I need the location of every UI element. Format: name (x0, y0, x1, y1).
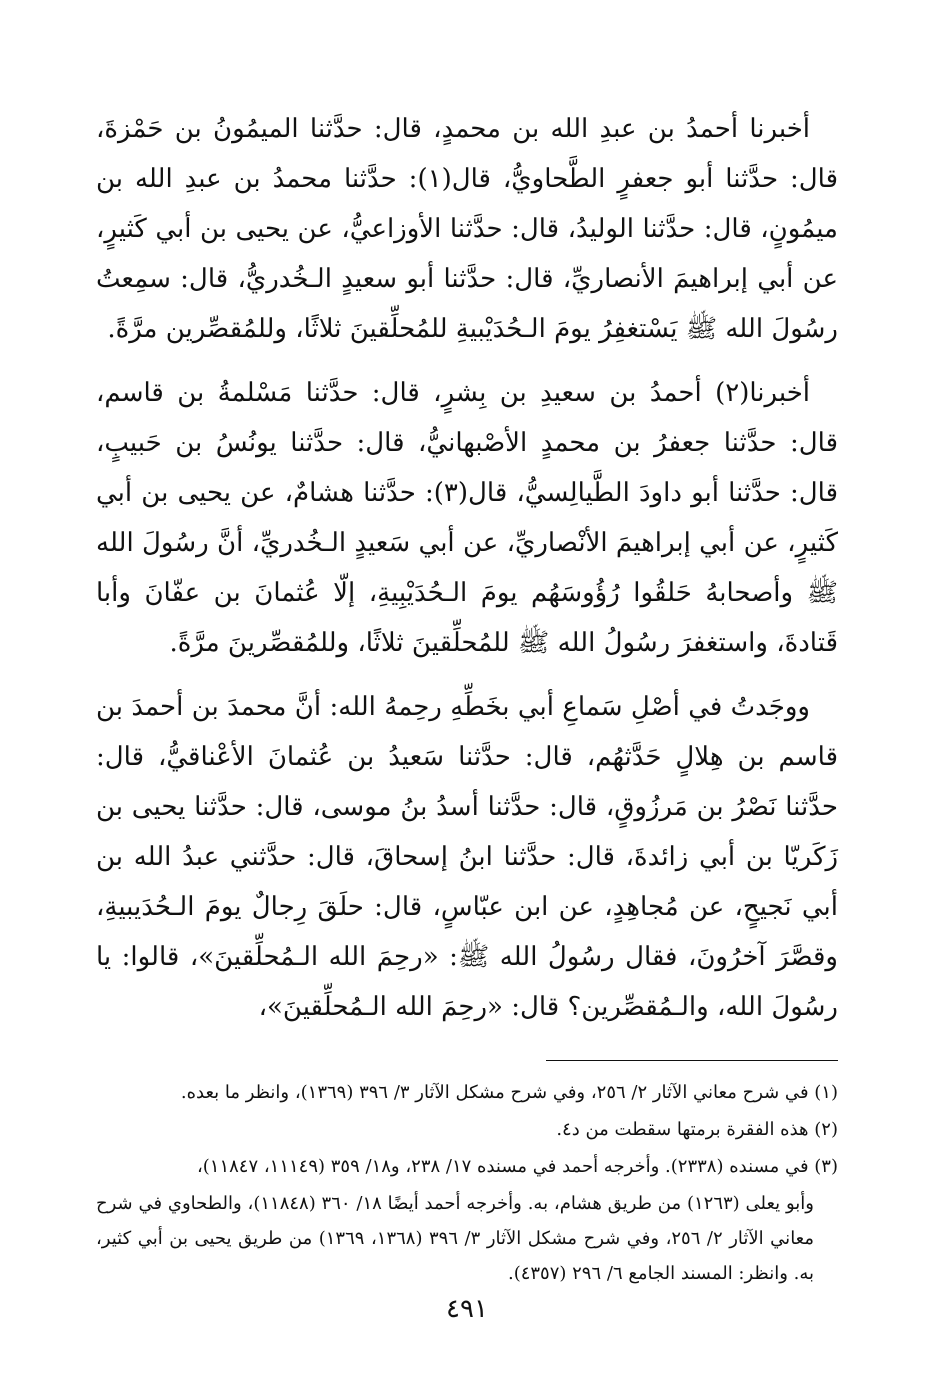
book-page (96, 104, 838, 1377)
footnotes (96, 1075, 838, 1291)
footnote-3: (٣) في مسنده (٢٣٣٨). وأخرجه أحمد في مسنده ١٧/ ٢٣٨، و١٨/ ٣٥٩ (١١١٤٩، ١١٨٤٧)، (196, 1156, 838, 1177)
paragraph-2: أخبرنا(٢) أحمدُ بن سعيدِ بن بِشرٍ، قال: حدَّثنا مَسْلمةُ بن قاسم، قال: حدَّثنا جعفرُ بن محمدٍ الأصْبهانيُّ، قال: حدَّثنا يونُسُ بن حَبيبٍ، قال: حدَّثنا أبو داودَ الطَّيالِسيُّ، قال(٣): حدَّثنا هشامٌ، عن يحيى بن أبي كَثيرٍ، عن أبي إبراهيمَ الأنْصاريِّ، عن أبي سَعيدٍ الـخُدريِّ، أنَّ رسُولَ الله ﷺ وأصحابهُ حَلقُوا رُؤُوسَهُم يومَ الـحُدَيْبِيةِ، إلّا عُثمانَ بن عفّانَ وأبا قَتادةَ، واستغفرَ رسُولُ الله ﷺ للمُحلِّقينَ ثلاثًا، وللمُقصِّرينَ مرَّةً. (96, 378, 838, 658)
footnote-3-continuation: وأبو يعلى (١٢٦٣) من طريق هشام، به. وأخرجه أحمد أيضًا ١٨/ ٣٦٠ (١١٨٤٨)، والطحاوي في شرح معاني الآثار ٢/ ٢٥٦، وفي شرح مشكل الآثار ٣/ ٣٩٦ (١٣٦٨، ١٣٦٩) من طريق يحيى بن أبي كثير، به. وانظر: المسند الجامع ٦/ ٢٩٦ (٤٣٥٧). (96, 1193, 814, 1284)
footnote-2: (٢) هذه الفقرة برمتها سقطت من د٤. (556, 1119, 838, 1140)
paragraph-3: ووجَدتُ في أصْلِ سَماعِ أبي بخَطِّهِ رحِمهُ الله: أنَّ محمدَ بن أحمدَ بن قاسم بن هِلالٍ حَدَّثهُم، قال: حدَّثنا سَعيدُ بن عُثمانَ الأعْناقيُّ، قال: حدَّثنا نَصْرُ بن مَرزُوقٍ، قال: حدَّثنا أسدُ بنُ موسى، قال: حدَّثنا يحيى بن زَكَريّا بن أبي زائدةَ، قال: حدَّثنا ابنُ إسحاقَ، قال: حدَّثني عبدُ الله بن أبي نَجيحٍ، عن مُجاهِدٍ، عن ابن عبّاسٍ، قال: حلَقَ رِجالٌ يومَ الـحُدَيبيةِ، وقصَّرَ آخرُونَ، فقال رسُولُ الله ﷺ: «رحِمَ الله الـمُحلِّقينَ»، قالوا: يا رسُولَ الله، والـمُقصِّرين؟ قال: «رحِمَ الله الـمُحلِّقينَ»، (96, 692, 838, 1022)
footnote-separator (546, 1060, 838, 1061)
paragraph-1: أخبرنا أحمدُ بن عبدِ الله بن محمدٍ، قال: حدَّثنا الميمُونُ بن حَمْزةَ، قال: حدَّثنا أبو جعفرٍ الطَّحاويُّ، قال(١): حدَّثنا محمدُ بن عبدِ الله بن ميمُونٍ، قال: حدَّثنا الوليدُ، قال: حدَّثنا الأوزاعيُّ، عن يحيى بن أبي كَثيرٍ، عن أبي إبراهيمَ الأنصاريِّ، قال: حدَّثنا أبو سعيدٍ الـخُدريُّ، قال: سمِعتُ رسُولَ الله ﷺ يَسْتغفِرُ يومَ الـحُدَيْبيةِ للمُحلِّقينَ ثلاثًا، وللمُقصِّرين مرَّةً. (96, 114, 838, 344)
footnote-1: (١) في شرح معاني الآثار ٢/ ٢٥٦، وفي شرح مشكل الآثار ٣/ ٣٩٦ (١٣٦٩)، وانظر ما بعده. (180, 1082, 838, 1103)
page-number: ٤٩١ (446, 1294, 488, 1324)
main-text (96, 104, 838, 1032)
